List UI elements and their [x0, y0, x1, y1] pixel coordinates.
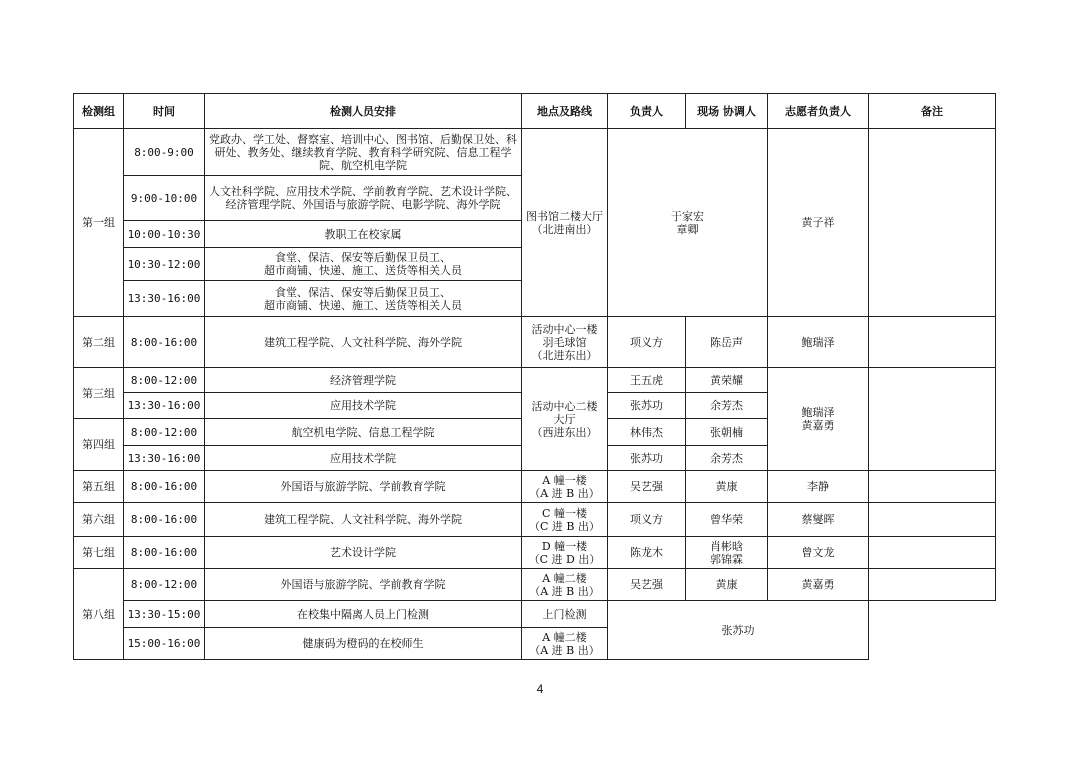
location-cell: 上门检测	[522, 601, 608, 628]
time-cell: 8:00-16:00	[124, 471, 205, 503]
schedule-table	[73, 93, 996, 660]
location-cell: 图书馆二楼大厅 （北进南出）	[522, 129, 608, 317]
arrangement-cell: 在校集中隔离人员上门检测	[205, 601, 522, 628]
time-cell: 8:00-16:00	[124, 503, 205, 537]
table-row	[74, 368, 996, 393]
empty-cell	[869, 601, 996, 660]
remark-cell	[869, 503, 996, 537]
leader-cell: 陈龙木	[608, 537, 686, 569]
arrangement-cell: 外国语与旅游学院、学前教育学院	[205, 471, 522, 503]
table-row	[74, 503, 996, 537]
header-group: 检测组	[74, 94, 124, 129]
remark-cell	[869, 537, 996, 569]
remark-cell	[869, 129, 996, 317]
header-location: 地点及路线	[522, 94, 608, 129]
header-time: 时间	[124, 94, 205, 129]
time-cell: 8:00-12:00	[124, 419, 205, 446]
volunteer-cell: 蔡燮晖	[768, 503, 869, 537]
group-label: 第三组	[74, 368, 124, 419]
group-label: 第二组	[74, 317, 124, 368]
location-cell: A 幢二楼 （A 进 B 出）	[522, 628, 608, 660]
time-cell: 13:30-15:00	[124, 601, 205, 628]
header-arrangement: 检测人员安排	[205, 94, 522, 129]
group-label: 第四组	[74, 419, 124, 471]
header-coordinator: 现场 协调人	[686, 94, 768, 129]
leader-merged-cell: 张苏功	[608, 601, 869, 660]
header-leader: 负责人	[608, 94, 686, 129]
arrangement-cell: 经济管理学院	[205, 368, 522, 393]
arrangement-cell: 党政办、学工处、督察室、培训中心、图书馆、后勤保卫处、科研处、教务处、继续教育学院、教育科学研究院、信息工程学院、航空机电学院	[205, 129, 522, 176]
arrangement-cell: 人文社科学院、应用技术学院、学前教育学院、艺术设计学院、经济管理学院、外国语与旅游学院、电影学院、海外学院	[205, 176, 522, 221]
time-cell: 9:00-10:00	[124, 176, 205, 221]
header-row	[74, 94, 996, 129]
volunteer-cell: 鲍瑞泽 黄嘉勇	[768, 368, 869, 471]
header-remark: 备注	[869, 94, 996, 129]
group-label: 第八组	[74, 569, 124, 660]
group-label: 第一组	[74, 129, 124, 317]
leader-cell: 项义方	[608, 503, 686, 537]
time-cell: 8:00-9:00	[124, 129, 205, 176]
table-row	[74, 129, 996, 176]
time-cell: 10:00-10:30	[124, 221, 205, 248]
coordinator-cell: 余芳杰	[686, 393, 768, 419]
coordinator-cell: 黄荣耀	[686, 368, 768, 393]
arrangement-cell: 航空机电学院、信息工程学院	[205, 419, 522, 446]
leader-cell: 于家宏 章卿	[608, 129, 768, 317]
time-cell: 15:00-16:00	[124, 628, 205, 660]
leader-cell: 林伟杰	[608, 419, 686, 446]
location-cell: D 幢一楼 （C 进 D 出）	[522, 537, 608, 569]
volunteer-cell: 李静	[768, 471, 869, 503]
table-row	[74, 569, 996, 601]
location-cell: A 幢二楼 （A 进 B 出）	[522, 569, 608, 601]
location-cell: A 幢一楼 （A 进 B 出）	[522, 471, 608, 503]
leader-cell: 项义方	[608, 317, 686, 368]
time-cell: 13:30-16:00	[124, 393, 205, 419]
coordinator-cell: 肖彬晗 郭锦霖	[686, 537, 768, 569]
arrangement-cell: 应用技术学院	[205, 446, 522, 471]
location-cell: 活动中心一楼 羽毛球馆 （北进东出）	[522, 317, 608, 368]
coordinator-cell: 陈岳声	[686, 317, 768, 368]
arrangement-cell: 食堂、保洁、保安等后勤保卫员工、 超市商铺、快递、施工、送货等相关人员	[205, 281, 522, 317]
table-row	[74, 471, 996, 503]
arrangement-cell: 建筑工程学院、人文社科学院、海外学院	[205, 503, 522, 537]
leader-cell: 王五虎	[608, 368, 686, 393]
group-label: 第五组	[74, 471, 124, 503]
volunteer-cell: 黄子祥	[768, 129, 869, 317]
leader-cell: 吴艺强	[608, 471, 686, 503]
table-row	[74, 317, 996, 368]
arrangement-cell: 外国语与旅游学院、学前教育学院	[205, 569, 522, 601]
coordinator-cell: 黄康	[686, 471, 768, 503]
arrangement-cell: 教职工在校家属	[205, 221, 522, 248]
location-cell: C 幢一楼 （C 进 B 出）	[522, 503, 608, 537]
time-cell: 8:00-12:00	[124, 368, 205, 393]
leader-cell: 张苏功	[608, 446, 686, 471]
time-cell: 8:00-12:00	[124, 569, 205, 601]
remark-cell	[869, 368, 996, 471]
time-cell: 13:30-16:00	[124, 446, 205, 471]
time-cell: 10:30-12:00	[124, 248, 205, 281]
coordinator-cell: 张朝楠	[686, 419, 768, 446]
arrangement-cell: 建筑工程学院、人文社科学院、海外学院	[205, 317, 522, 368]
group-label: 第六组	[74, 503, 124, 537]
coordinator-cell: 曾华荣	[686, 503, 768, 537]
time-cell: 13:30-16:00	[124, 281, 205, 317]
coordinator-cell: 黄康	[686, 569, 768, 601]
volunteer-cell: 黄嘉勇	[768, 569, 869, 601]
leader-cell: 吴艺强	[608, 569, 686, 601]
arrangement-cell: 食堂、保洁、保安等后勤保卫员工、 超市商铺、快递、施工、送货等相关人员	[205, 248, 522, 281]
header-volunteer: 志愿者负责人	[768, 94, 869, 129]
volunteer-cell: 曾文龙	[768, 537, 869, 569]
leader-cell: 张苏功	[608, 393, 686, 419]
time-cell: 8:00-16:00	[124, 537, 205, 569]
location-cell: 活动中心二楼 大厅 （西进东出）	[522, 368, 608, 471]
time-cell: 8:00-16:00	[124, 317, 205, 368]
arrangement-cell: 应用技术学院	[205, 393, 522, 419]
arrangement-cell: 艺术设计学院	[205, 537, 522, 569]
group-label: 第七组	[74, 537, 124, 569]
table-row	[74, 537, 996, 569]
remark-cell	[869, 471, 996, 503]
page-number: 4	[536, 682, 544, 696]
volunteer-cell: 鲍瑞泽	[768, 317, 869, 368]
remark-cell	[869, 569, 996, 601]
remark-cell	[869, 317, 996, 368]
table-row	[74, 601, 996, 628]
arrangement-cell: 健康码为橙码的在校师生	[205, 628, 522, 660]
coordinator-cell: 余芳杰	[686, 446, 768, 471]
